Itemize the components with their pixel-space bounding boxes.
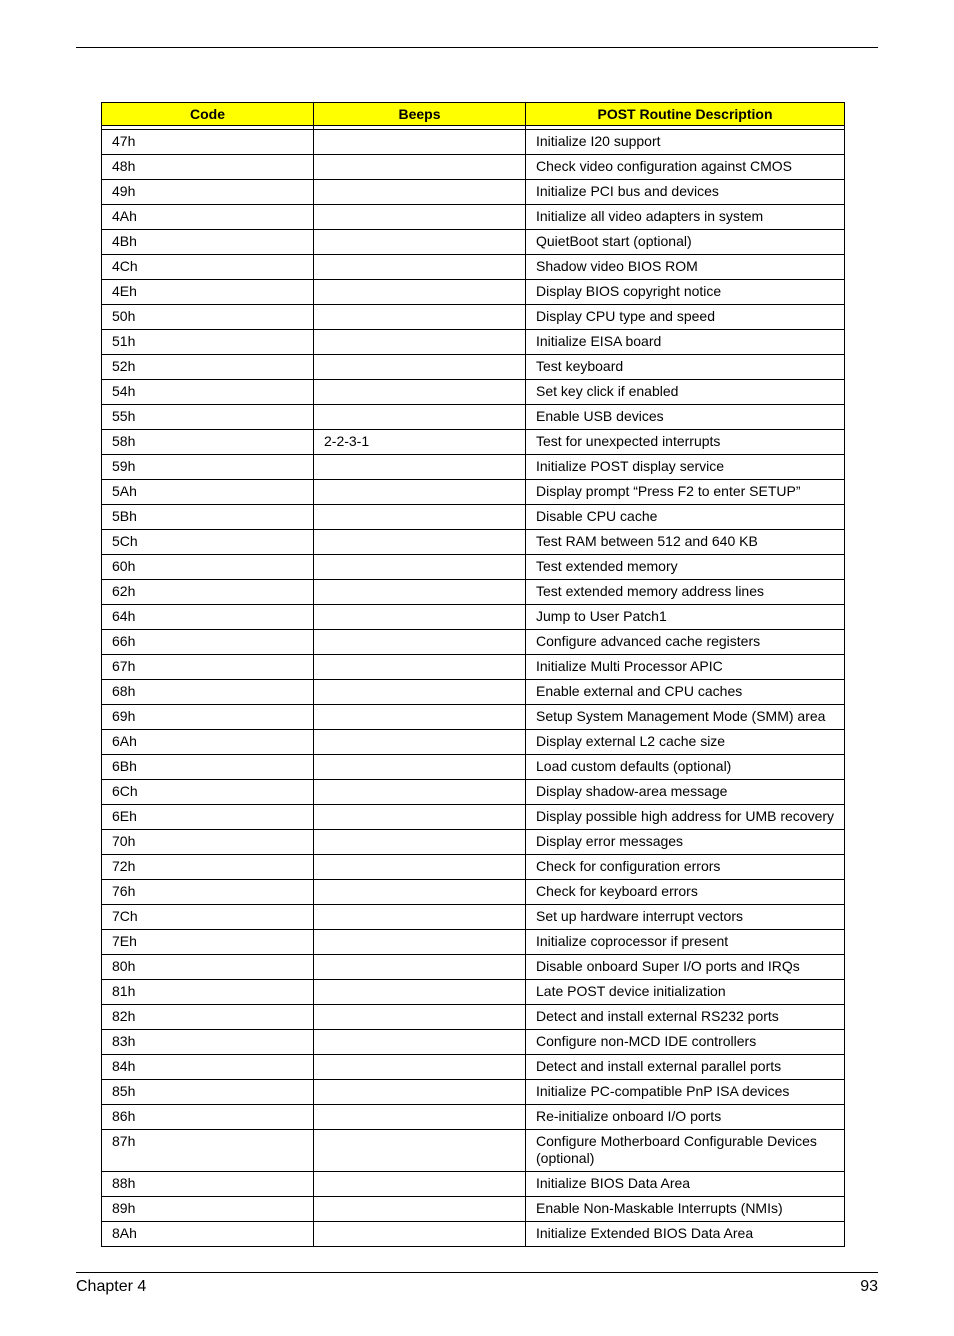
- cell-description: Setup System Management Mode (SMM) area: [526, 705, 845, 730]
- cell-beeps: [314, 655, 526, 680]
- cell-beeps: [314, 1080, 526, 1105]
- cell-code: 6Eh: [102, 805, 314, 830]
- cell-description: Load custom defaults (optional): [526, 755, 845, 780]
- cell-code: 83h: [102, 1030, 314, 1055]
- cell-beeps: [314, 480, 526, 505]
- cell-beeps: [314, 530, 526, 555]
- table-row: [102, 1005, 845, 1030]
- cell-code: 59h: [102, 455, 314, 480]
- cell-code: 82h: [102, 1005, 314, 1030]
- table-row: [102, 355, 845, 380]
- cell-code: 55h: [102, 405, 314, 430]
- table-row: [102, 755, 845, 780]
- table-row: [102, 180, 845, 205]
- cell-code: 60h: [102, 555, 314, 580]
- table-row: [102, 1030, 845, 1055]
- cell-code: 5Ah: [102, 480, 314, 505]
- cell-beeps: [314, 205, 526, 230]
- cell-beeps: [314, 180, 526, 205]
- cell-description: Initialize PC-compatible PnP ISA devices: [526, 1080, 845, 1105]
- cell-code: 4Eh: [102, 280, 314, 305]
- table-row: [102, 205, 845, 230]
- cell-code: 4Ah: [102, 205, 314, 230]
- cell-description: Display possible high address for UMB recovery: [526, 805, 845, 830]
- cell-beeps: [314, 1197, 526, 1222]
- table-row: [102, 155, 845, 180]
- cell-code: 67h: [102, 655, 314, 680]
- cell-code: 62h: [102, 580, 314, 605]
- cell-code: 69h: [102, 705, 314, 730]
- table-row: [102, 505, 845, 530]
- cell-description: Set key click if enabled: [526, 380, 845, 405]
- cell-code: 51h: [102, 330, 314, 355]
- cell-description: Check for configuration errors: [526, 855, 845, 880]
- cell-beeps: [314, 855, 526, 880]
- table-row: [102, 955, 845, 980]
- cell-code: 66h: [102, 630, 314, 655]
- cell-description: QuietBoot start (optional): [526, 230, 845, 255]
- table-row: [102, 1172, 845, 1197]
- cell-code: 68h: [102, 680, 314, 705]
- cell-code: 50h: [102, 305, 314, 330]
- cell-code: 5Bh: [102, 505, 314, 530]
- cell-beeps: [314, 805, 526, 830]
- cell-code: 7Eh: [102, 930, 314, 955]
- cell-code: 87h: [102, 1130, 314, 1172]
- table-row: [102, 980, 845, 1005]
- cell-code: 70h: [102, 830, 314, 855]
- cell-description: Disable onboard Super I/O ports and IRQs: [526, 955, 845, 980]
- cell-beeps: [314, 305, 526, 330]
- cell-code: 6Bh: [102, 755, 314, 780]
- cell-description: Initialize BIOS Data Area: [526, 1172, 845, 1197]
- cell-description: Configure Motherboard Configurable Devices (optional): [526, 1130, 845, 1172]
- table-row: [102, 405, 845, 430]
- post-codes-table: [101, 102, 845, 1247]
- cell-beeps: [314, 930, 526, 955]
- cell-description: Check for keyboard errors: [526, 880, 845, 905]
- table-row: [102, 255, 845, 280]
- cell-code: 86h: [102, 1105, 314, 1130]
- cell-beeps: [314, 230, 526, 255]
- table-row: [102, 705, 845, 730]
- table-row: [102, 1105, 845, 1130]
- cell-description: Display CPU type and speed: [526, 305, 845, 330]
- cell-beeps: [314, 255, 526, 280]
- cell-beeps: [314, 955, 526, 980]
- cell-description: Test extended memory: [526, 555, 845, 580]
- cell-code: 54h: [102, 380, 314, 405]
- cell-code: 72h: [102, 855, 314, 880]
- cell-code: 80h: [102, 955, 314, 980]
- cell-description: Shadow video BIOS ROM: [526, 255, 845, 280]
- table-row: [102, 855, 845, 880]
- cell-beeps: [314, 405, 526, 430]
- table-row: [102, 380, 845, 405]
- cell-description: Disable CPU cache: [526, 505, 845, 530]
- cell-beeps: [314, 905, 526, 930]
- cell-beeps: [314, 880, 526, 905]
- cell-beeps: [314, 1105, 526, 1130]
- cell-description: Jump to User Patch1: [526, 605, 845, 630]
- column-header-code: Code: [102, 103, 314, 126]
- table-row: [102, 430, 845, 455]
- cell-description: Set up hardware interrupt vectors: [526, 905, 845, 930]
- table-row: [102, 730, 845, 755]
- cell-description: Display shadow-area message: [526, 780, 845, 805]
- table-header-row: [102, 103, 845, 126]
- cell-beeps: [314, 330, 526, 355]
- cell-beeps: [314, 605, 526, 630]
- cell-beeps: [314, 355, 526, 380]
- table-row: [102, 1197, 845, 1222]
- cell-description: Configure advanced cache registers: [526, 630, 845, 655]
- cell-beeps: [314, 455, 526, 480]
- cell-code: 4Bh: [102, 230, 314, 255]
- table-row: [102, 830, 845, 855]
- table-row: [102, 555, 845, 580]
- cell-description: Initialize POST display service: [526, 455, 845, 480]
- cell-description: Initialize I20 support: [526, 130, 845, 155]
- cell-description: Test keyboard: [526, 355, 845, 380]
- table-row: [102, 1080, 845, 1105]
- cell-description: Late POST device initialization: [526, 980, 845, 1005]
- cell-description: Display error messages: [526, 830, 845, 855]
- table-row: [102, 530, 845, 555]
- table-row: [102, 655, 845, 680]
- cell-code: 4Ch: [102, 255, 314, 280]
- top-rule: [76, 47, 878, 48]
- cell-beeps: [314, 680, 526, 705]
- cell-beeps: [314, 555, 526, 580]
- cell-description: Initialize Extended BIOS Data Area: [526, 1222, 845, 1247]
- table-row: [102, 880, 845, 905]
- cell-description: Display BIOS copyright notice: [526, 280, 845, 305]
- cell-code: 48h: [102, 155, 314, 180]
- cell-code: 84h: [102, 1055, 314, 1080]
- cell-description: Enable USB devices: [526, 405, 845, 430]
- cell-description: Enable external and CPU caches: [526, 680, 845, 705]
- cell-description: Detect and install external parallel ports: [526, 1055, 845, 1080]
- table-row: [102, 305, 845, 330]
- table-row: [102, 455, 845, 480]
- cell-description: Test extended memory address lines: [526, 580, 845, 605]
- cell-code: 49h: [102, 180, 314, 205]
- cell-beeps: [314, 730, 526, 755]
- cell-beeps: [314, 830, 526, 855]
- cell-code: 6Ch: [102, 780, 314, 805]
- cell-code: 85h: [102, 1080, 314, 1105]
- cell-description: Test for unexpected interrupts: [526, 430, 845, 455]
- table-row: [102, 230, 845, 255]
- table-row: [102, 605, 845, 630]
- table-row: [102, 630, 845, 655]
- cell-description: Initialize coprocessor if present: [526, 930, 845, 955]
- footer-chapter: Chapter 4: [76, 1278, 147, 1295]
- cell-beeps: [314, 130, 526, 155]
- table-row: [102, 330, 845, 355]
- cell-beeps: [314, 1055, 526, 1080]
- cell-code: 81h: [102, 980, 314, 1005]
- cell-beeps: [314, 705, 526, 730]
- cell-code: 76h: [102, 880, 314, 905]
- cell-beeps: [314, 755, 526, 780]
- cell-description: Test RAM between 512 and 640 KB: [526, 530, 845, 555]
- cell-beeps: [314, 580, 526, 605]
- cell-beeps: [314, 1005, 526, 1030]
- cell-code: 88h: [102, 1172, 314, 1197]
- cell-code: 52h: [102, 355, 314, 380]
- cell-code: 7Ch: [102, 905, 314, 930]
- table-row: [102, 130, 845, 155]
- cell-description: Enable Non-Maskable Interrupts (NMIs): [526, 1197, 845, 1222]
- cell-beeps: [314, 1172, 526, 1197]
- table-row: [102, 580, 845, 605]
- cell-code: 89h: [102, 1197, 314, 1222]
- cell-code: 64h: [102, 605, 314, 630]
- column-header-description: POST Routine Description: [526, 103, 845, 126]
- table-row: [102, 680, 845, 705]
- cell-beeps: [314, 380, 526, 405]
- cell-description: Initialize Multi Processor APIC: [526, 655, 845, 680]
- cell-beeps: [314, 505, 526, 530]
- table-row: [102, 780, 845, 805]
- table-row: [102, 480, 845, 505]
- cell-beeps: [314, 1130, 526, 1172]
- cell-description: Display external L2 cache size: [526, 730, 845, 755]
- cell-code: 6Ah: [102, 730, 314, 755]
- cell-code: 8Ah: [102, 1222, 314, 1247]
- cell-beeps: [314, 1030, 526, 1055]
- cell-code: 47h: [102, 130, 314, 155]
- cell-description: Display prompt “Press F2 to enter SETUP”: [526, 480, 845, 505]
- table-row: [102, 1222, 845, 1247]
- table-row: [102, 1130, 845, 1172]
- cell-description: Re-initialize onboard I/O ports: [526, 1105, 845, 1130]
- cell-description: Configure non-MCD IDE controllers: [526, 1030, 845, 1055]
- cell-description: Initialize all video adapters in system: [526, 205, 845, 230]
- table-row: [102, 1055, 845, 1080]
- table-row: [102, 930, 845, 955]
- cell-code: 5Ch: [102, 530, 314, 555]
- cell-description: Check video configuration against CMOS: [526, 155, 845, 180]
- cell-description: Initialize EISA board: [526, 330, 845, 355]
- table-row: [102, 805, 845, 830]
- cell-description: Detect and install external RS232 ports: [526, 1005, 845, 1030]
- cell-beeps: [314, 630, 526, 655]
- footer-page-number: 93: [860, 1278, 878, 1295]
- table-row: [102, 905, 845, 930]
- cell-beeps: [314, 280, 526, 305]
- table-body: [102, 130, 845, 1247]
- cell-beeps: [314, 155, 526, 180]
- cell-beeps: [314, 980, 526, 1005]
- cell-beeps: 2-2-3-1: [314, 430, 526, 455]
- cell-description: Initialize PCI bus and devices: [526, 180, 845, 205]
- cell-beeps: [314, 1222, 526, 1247]
- bottom-rule: [76, 1272, 878, 1273]
- column-header-beeps: Beeps: [314, 103, 526, 126]
- table-row: [102, 280, 845, 305]
- cell-code: 58h: [102, 430, 314, 455]
- cell-beeps: [314, 780, 526, 805]
